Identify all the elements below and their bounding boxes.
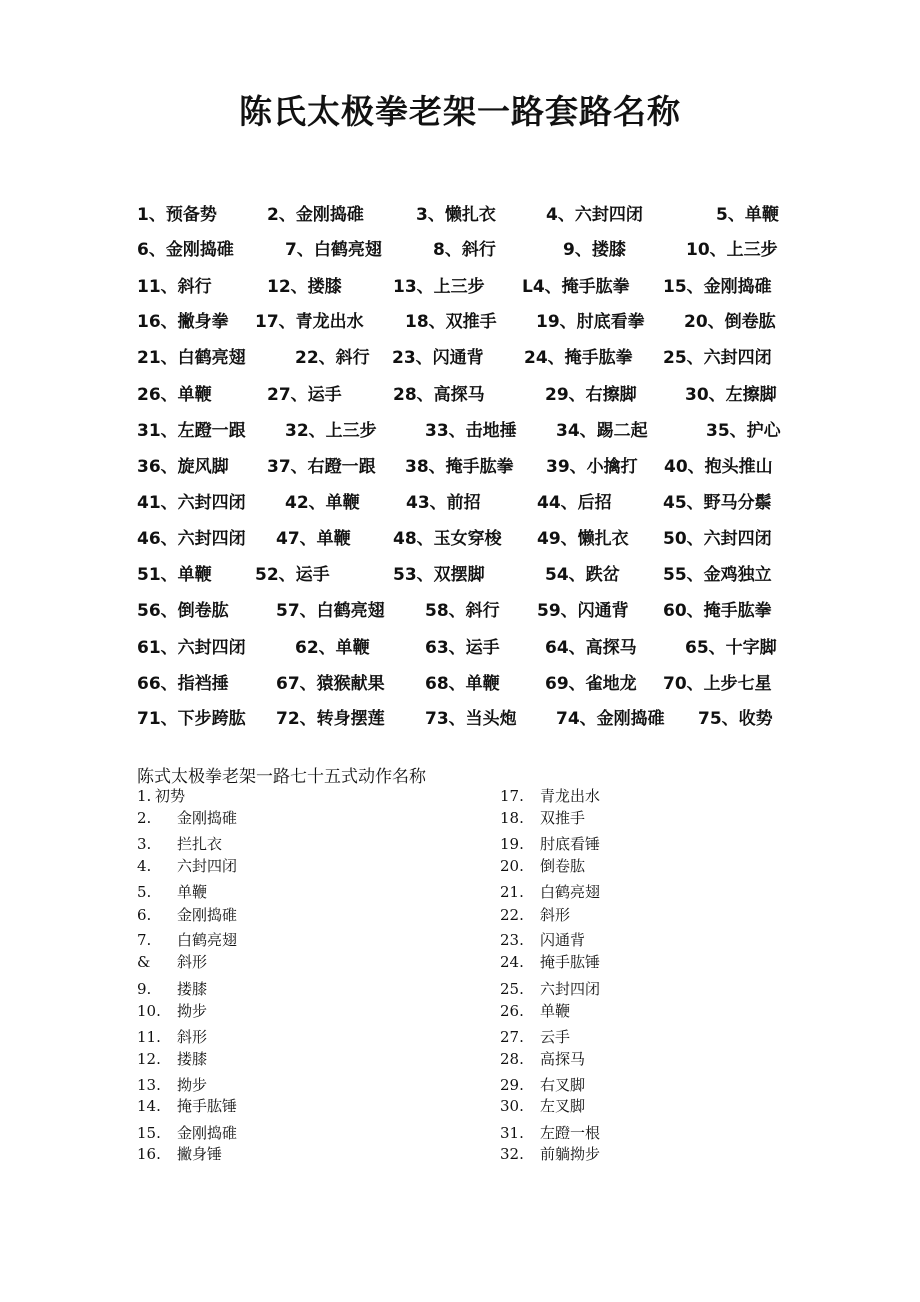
- form-item: 26、单鞭: [137, 385, 212, 405]
- form-item: 61、六封四闭: [137, 638, 246, 658]
- form-item: 45、野马分鬃: [663, 493, 772, 513]
- form-item: 21、白鹤亮翅: [137, 348, 246, 368]
- form-item: 57、白鹤亮翅: [276, 601, 385, 621]
- list-item-number: 13.: [137, 1076, 161, 1094]
- list-item-number: 7.: [137, 931, 152, 949]
- form-item: 15、金刚捣碓: [663, 277, 772, 297]
- list-item-name: 青龙出水: [540, 787, 601, 805]
- form-item: 69、雀地龙: [545, 674, 637, 694]
- form-item: 41、六封四闭: [137, 493, 246, 513]
- list-item-number: 26.: [500, 1002, 524, 1020]
- form-item: 67、猿猴献果: [276, 674, 385, 694]
- list-item-number: 19.: [500, 835, 524, 853]
- list-item-number: 5.: [137, 883, 152, 901]
- form-item: 62、单鞭: [295, 638, 370, 658]
- list-item-number: 3.: [137, 835, 152, 853]
- list-item-name: 初势: [155, 787, 186, 805]
- form-item: 28、高探马: [393, 385, 485, 405]
- form-item: 59、闪通背: [537, 601, 629, 621]
- grid-row: [0, 563, 920, 587]
- form-item: 11、斜行: [137, 277, 212, 297]
- form-item: 72、转身摆莲: [276, 709, 385, 729]
- form-item: 32、上三步: [285, 421, 377, 441]
- list-item-number: 1.: [137, 787, 152, 805]
- list-item-name: 六封四闭: [540, 980, 601, 998]
- form-item: 16、撇身拳: [137, 312, 229, 332]
- list-item-number: 4.: [137, 857, 152, 875]
- grid-row: [0, 707, 920, 731]
- form-item: 34、踢二起: [556, 421, 648, 441]
- list-item-name: 单鞭: [540, 1002, 571, 1020]
- list-item-name: 斜形: [540, 906, 571, 924]
- form-item: 70、上步七星: [663, 674, 772, 694]
- list-item-number: 14.: [137, 1097, 161, 1115]
- list-item-name: 云手: [540, 1028, 571, 1046]
- list-item-number: 24.: [500, 953, 524, 971]
- list-item-name: 撇身锤: [177, 1145, 223, 1163]
- form-item: 51、单鞭: [137, 565, 212, 585]
- list-item-number: 27.: [500, 1028, 524, 1046]
- form-item: L4、掩手肱拳: [522, 277, 630, 297]
- form-item: 27、运手: [267, 385, 342, 405]
- form-item: 5、单鞭: [716, 205, 779, 225]
- form-item: 50、六封四闭: [663, 529, 772, 549]
- form-item: 12、搂膝: [267, 277, 342, 297]
- form-item: 65、十字脚: [685, 638, 777, 658]
- form-item: 24、掩手肱拳: [524, 348, 633, 368]
- list-item-number: 21.: [500, 883, 524, 901]
- form-item: 66、指裆捶: [137, 674, 229, 694]
- list-item-number: 9.: [137, 980, 152, 998]
- list-item-name: 单鞭: [177, 883, 208, 901]
- list-item-name: 左蹬一根: [540, 1124, 601, 1142]
- form-item: 74、金刚捣碓: [556, 709, 665, 729]
- list-item-name: 拦扎衣: [177, 835, 223, 853]
- form-item: 53、双摆脚: [393, 565, 485, 585]
- form-item: 44、后招: [537, 493, 612, 513]
- form-item: 68、单鞭: [425, 674, 500, 694]
- form-item: 48、玉女穿梭: [393, 529, 502, 549]
- list-item-number: 32.: [500, 1145, 524, 1163]
- list-item-name: 斜形: [177, 953, 208, 971]
- form-item: 39、小擒打: [546, 457, 638, 477]
- list-item-name: 搂膝: [177, 980, 208, 998]
- form-item: 35、护心: [706, 421, 781, 441]
- list-item-number: 16.: [137, 1145, 161, 1163]
- form-item: 71、下步跨肱: [137, 709, 246, 729]
- form-item: 3、懒扎衣: [416, 205, 496, 225]
- list-item-name: 前躺拗步: [540, 1145, 601, 1163]
- form-item: 25、六封四闭: [663, 348, 772, 368]
- form-item: 64、高探马: [545, 638, 637, 658]
- form-item: 42、单鞭: [285, 493, 360, 513]
- page-title: 陈氏太极拳老架一路套路名称: [239, 92, 681, 131]
- list-item-number: 18.: [500, 809, 524, 827]
- form-item: 75、收势: [698, 709, 773, 729]
- list-item-name: 肘底看锤: [540, 835, 601, 853]
- list-item-number: 11.: [137, 1028, 161, 1046]
- list-item-name: 左叉脚: [540, 1097, 586, 1115]
- grid-row: [0, 203, 920, 227]
- form-item: 52、运手: [255, 565, 330, 585]
- form-item: 23、闪通背: [392, 348, 484, 368]
- form-item: 10、上三步: [686, 240, 778, 260]
- form-item: 29、右擦脚: [545, 385, 637, 405]
- form-item: 19、肘底看拳: [536, 312, 645, 332]
- list-item-name: 拗步: [177, 1076, 208, 1094]
- list-item-number: 10.: [137, 1002, 161, 1020]
- list-item-name: 倒卷肱: [540, 857, 586, 875]
- list-item-number: 28.: [500, 1050, 524, 1068]
- list-item-number: 25.: [500, 980, 524, 998]
- form-item: 54、跌岔: [545, 565, 620, 585]
- list-item-name: 金刚捣碓: [177, 906, 238, 924]
- grid-row: [0, 491, 920, 515]
- grid-row: [0, 672, 920, 696]
- list-item-name: 掩手肱锤: [540, 953, 601, 971]
- form-item: 18、双推手: [405, 312, 497, 332]
- grid-row: [0, 310, 920, 334]
- list-item-number: 29.: [500, 1076, 524, 1094]
- grid-row: [0, 636, 920, 660]
- list-item-name: 斜形: [177, 1028, 208, 1046]
- form-item: 20、倒卷肱: [684, 312, 776, 332]
- form-item: 30、左擦脚: [685, 385, 777, 405]
- list-item-number: 22.: [500, 906, 524, 924]
- list-item-name: 闪通背: [540, 931, 586, 949]
- form-item: 55、金鸡独立: [663, 565, 772, 585]
- form-item: 60、掩手肱拳: [663, 601, 772, 621]
- form-item: 38、掩手肱拳: [405, 457, 514, 477]
- list-item-number: 2.: [137, 809, 152, 827]
- list-item-name: 金刚捣碓: [177, 809, 238, 827]
- form-item: 13、上三步: [393, 277, 485, 297]
- form-item: 7、白鹤亮翅: [285, 240, 382, 260]
- grid-row: [0, 238, 920, 262]
- list-item-name: 搂膝: [177, 1050, 208, 1068]
- list-item-number: 30.: [500, 1097, 524, 1115]
- form-item: 47、单鞭: [276, 529, 351, 549]
- form-item: 2、金刚捣碓: [267, 205, 364, 225]
- form-item: 49、懒扎衣: [537, 529, 629, 549]
- form-item: 9、搂膝: [563, 240, 626, 260]
- list-item-number: 31.: [500, 1124, 524, 1142]
- form-item: 63、运手: [425, 638, 500, 658]
- form-item: 73、当头炮: [425, 709, 517, 729]
- form-item: 4、六封四闭: [546, 205, 643, 225]
- list-item-name: 双推手: [540, 809, 586, 827]
- form-item: 58、斜行: [425, 601, 500, 621]
- form-item: 37、右蹬一跟: [267, 457, 376, 477]
- list-item-name: 白鹤亮翅: [540, 883, 601, 901]
- list-subtitle: 陈式太极拳老架一路七十五式动作名称: [137, 767, 426, 787]
- grid-row: [0, 419, 920, 443]
- list-item-number: 23.: [500, 931, 524, 949]
- list-item-name: 掩手肱锤: [177, 1097, 238, 1115]
- form-item: 1、预备势: [137, 205, 217, 225]
- list-item-number: 20.: [500, 857, 524, 875]
- list-item-name: 右叉脚: [540, 1076, 586, 1094]
- list-item-name: 金刚捣碓: [177, 1124, 238, 1142]
- form-item: 6、金刚捣碓: [137, 240, 234, 260]
- form-item: 46、六封四闭: [137, 529, 246, 549]
- form-item: 36、旋风脚: [137, 457, 229, 477]
- grid-row: [0, 383, 920, 407]
- grid-row: [0, 275, 920, 299]
- form-item: 17、青龙出水: [255, 312, 364, 332]
- grid-row: [0, 527, 920, 551]
- form-item: 31、左蹬一跟: [137, 421, 246, 441]
- grid-row: [0, 346, 920, 370]
- grid-row: [0, 599, 920, 623]
- form-item: 56、倒卷肱: [137, 601, 229, 621]
- list-item-number: 6.: [137, 906, 152, 924]
- list-item-name: 拗步: [177, 1002, 208, 1020]
- form-item: 43、前招: [406, 493, 481, 513]
- form-item: 8、斜行: [433, 240, 496, 260]
- list-item-name: 六封四闭: [177, 857, 238, 875]
- list-item-name: 高探马: [540, 1050, 586, 1068]
- list-item-name: 白鹤亮翅: [177, 931, 238, 949]
- form-item: 33、击地捶: [425, 421, 517, 441]
- grid-row: [0, 455, 920, 479]
- form-item: 40、抱头推山: [664, 457, 773, 477]
- list-item-number: 17.: [500, 787, 524, 805]
- form-item: 22、斜行: [295, 348, 370, 368]
- list-item-number: 12.: [137, 1050, 161, 1068]
- list-item-number: 15.: [137, 1124, 161, 1142]
- list-item-number: &: [137, 953, 151, 971]
